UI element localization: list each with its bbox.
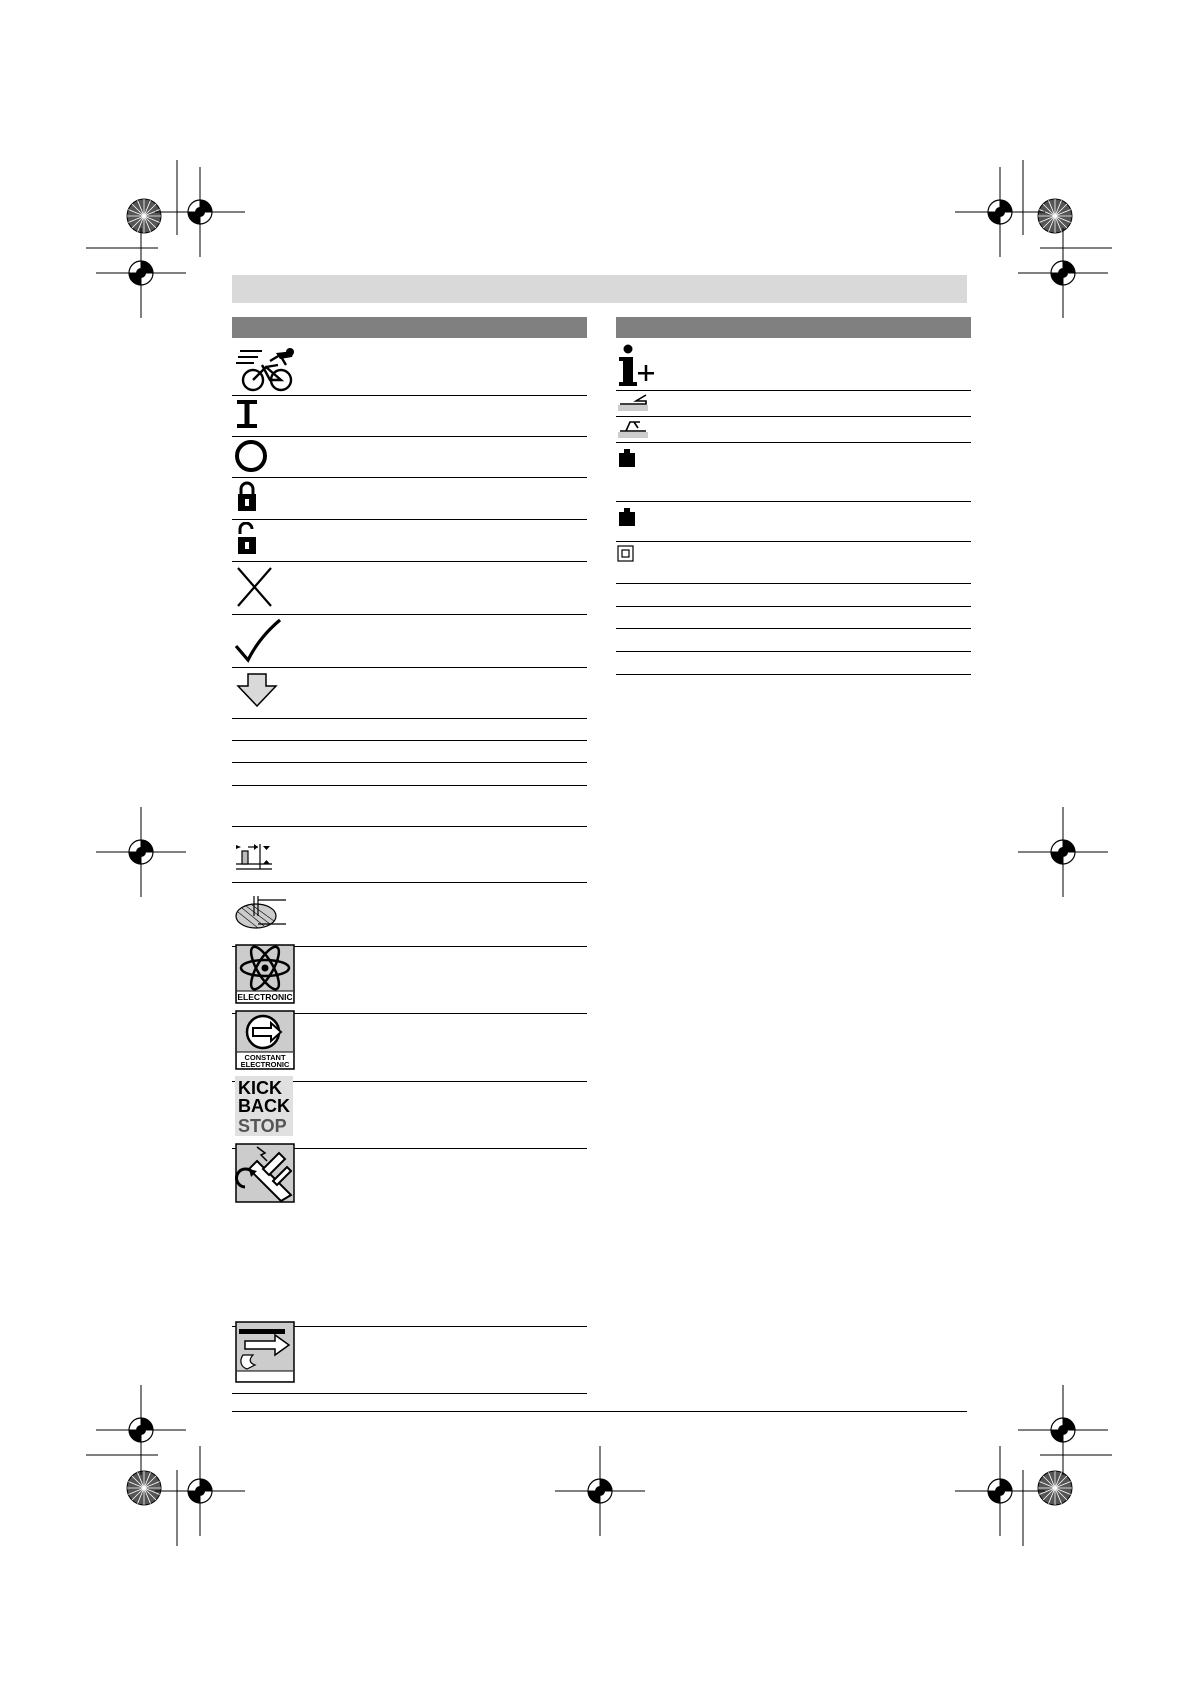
row-divider (232, 436, 587, 437)
page-bottom-rule (232, 1411, 967, 1412)
cross-icon (236, 566, 274, 608)
info-plus-icon (618, 344, 658, 388)
extraction-badge-icon (235, 1321, 295, 1383)
row-divider (616, 416, 971, 417)
row-divider (616, 583, 971, 584)
unlocked-padlock-icon (236, 522, 258, 556)
kickback-line3: STOP (238, 1116, 287, 1136)
row-divider (232, 718, 587, 719)
row-divider (232, 614, 587, 615)
row-divider (232, 477, 587, 478)
off-switch-o-icon (234, 438, 268, 474)
row-divider (232, 882, 587, 883)
speed-cyclist-icon (236, 345, 306, 393)
row-divider (232, 395, 587, 396)
row-divider (616, 674, 971, 675)
row-divider (616, 442, 971, 443)
row-divider (232, 740, 587, 741)
locked-padlock-icon (236, 481, 258, 513)
left-column-header (232, 317, 587, 338)
row-divider (232, 1393, 587, 1394)
row-divider (232, 561, 587, 562)
kickback-line1: KICK (238, 1078, 282, 1098)
cutting-depth-icon (234, 841, 274, 873)
constant-electronic-badge-icon (235, 1010, 295, 1070)
protection-class-icon (617, 545, 635, 563)
weight-icon (617, 448, 637, 468)
sole-plate-icon (616, 393, 650, 413)
kickback-line2: BACK (238, 1096, 290, 1116)
row-divider (616, 541, 971, 542)
row-divider (232, 667, 587, 668)
restart-protection-badge-icon (235, 1143, 295, 1203)
kickback-stop-badge-icon (235, 1076, 293, 1136)
blade-diameter-icon (234, 894, 288, 930)
electronic-badge-icon (235, 944, 295, 1004)
constant-badge-line2: ELECTRONIC (240, 1060, 290, 1069)
row-divider (232, 762, 587, 763)
row-divider (232, 826, 587, 827)
row-divider (616, 651, 971, 652)
row-divider (616, 501, 971, 502)
page-header-bar (232, 275, 967, 303)
sole-plate-tilt-icon (616, 418, 650, 440)
constant-badge-line1: CONSTANT (244, 1053, 286, 1062)
weight-icon-2 (617, 507, 637, 527)
electronic-badge-label: ELECTRONIC (237, 992, 293, 1002)
row-divider (232, 519, 587, 520)
row-divider (232, 785, 587, 786)
down-arrow-icon (236, 672, 278, 708)
row-divider (616, 628, 971, 629)
row-divider (616, 390, 971, 391)
row-divider (616, 606, 971, 607)
on-switch-i-icon (236, 399, 258, 429)
right-column-header (616, 317, 971, 338)
checkmark-icon (234, 618, 284, 664)
